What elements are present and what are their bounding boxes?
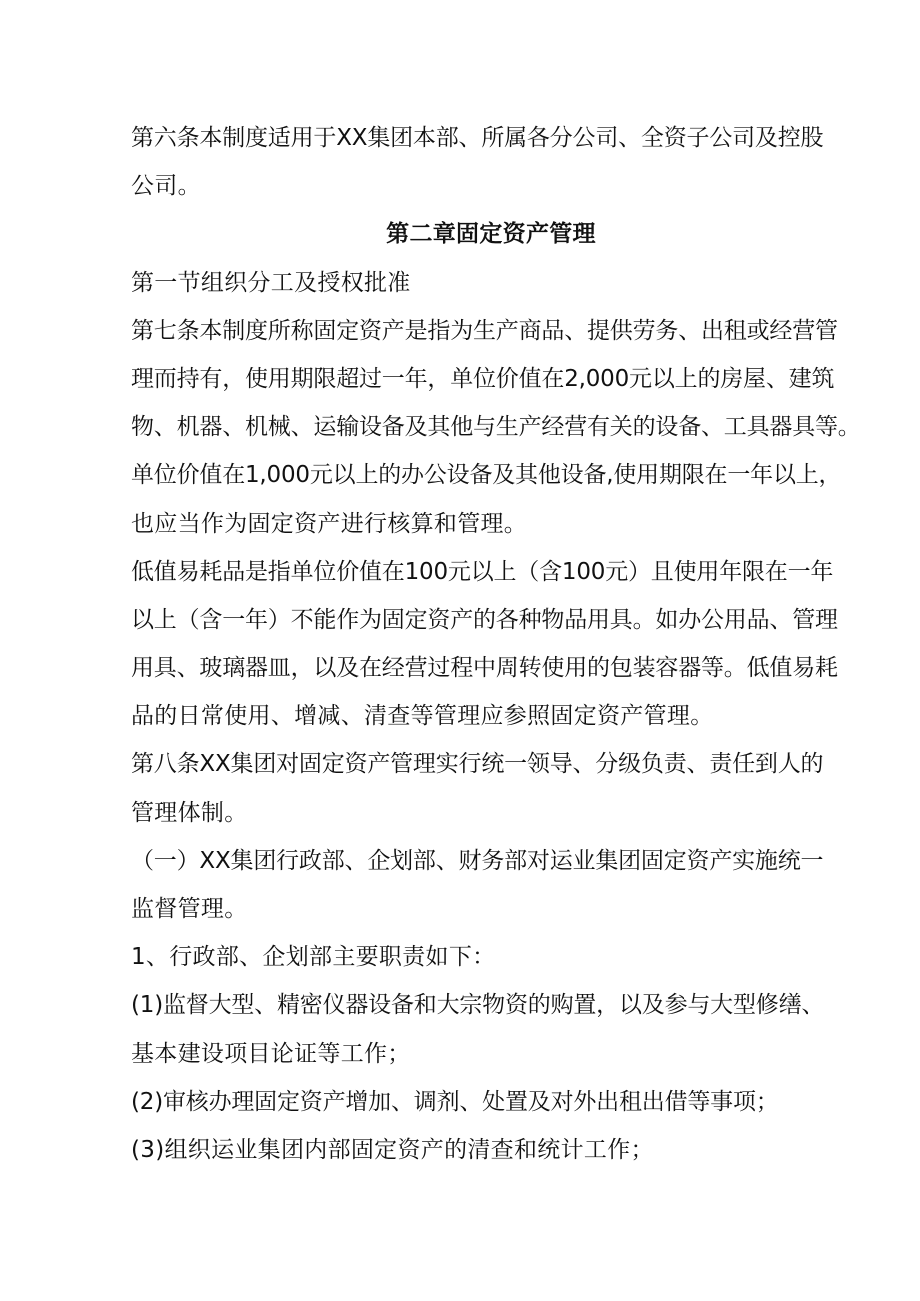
duty-2: (2)审核办理固定资产增加、调剂、处置及对外出租出借等事项；: [131, 1088, 779, 1115]
article-8-line-2: 管理体制。: [131, 799, 248, 826]
duty-1-line-2: 基本建设项目论证等工作；: [131, 1040, 411, 1067]
duty-1-line-1: (1)监督大型、精密仪器设备和大宗物资的购置，以及参与大型修缮、: [131, 992, 825, 1019]
article-8-line-1: 第八条XX集团对固定资产管理实行统一领导、分级负责、责任到人的: [131, 751, 824, 778]
article-7-line-1: 第七条本制度所称固定资产是指为生产商品、提供劳务、出租或经营管: [131, 317, 838, 344]
article-7-line-5: 也应当作为固定资产进行核算和管理。: [131, 510, 528, 537]
article-7-line-3: 物、机器、机械、运输设备及其他与生产经营有关的设备、工具器具等。: [131, 414, 861, 441]
chapter-2-heading: 第二章固定资产管理: [386, 221, 596, 248]
low-value-consumables-line-2: 以上（含一年）不能作为固定资产的各种物品用具。如办公用品、管理: [131, 606, 838, 633]
article-6-line-2: 公司。: [131, 173, 201, 200]
section-1-heading: 第一节组织分工及授权批准: [131, 269, 411, 296]
duties-heading: 1、行政部、企划部主要职责如下：: [131, 944, 496, 971]
article-6-line-1: 第六条本制度适用于XX集团本部、所属各分公司、全资子公司及控股: [131, 125, 824, 151]
low-value-consumables-line-1: 低值易耗品是指单位价值在100元以上（含100元）且使用年限在一年: [131, 558, 834, 585]
article-7-line-2: 理而持有，使用期限超过一年，单位价值在2,000元以上的房屋、建筑: [131, 365, 835, 392]
article-7-line-4: 单位价值在1,000元以上的办公设备及其他设备,使用期限在一年以上，: [131, 462, 842, 489]
document-body: [131, 114, 861, 1174]
low-value-consumables-line-4: 品的日常使用、增减、清查等管理应参照固定资产管理。: [131, 703, 714, 730]
duty-3: (3)组织运业集团内部固定资产的清查和统计工作；: [131, 1136, 654, 1163]
clause-1-line-2: 监督管理。: [131, 896, 248, 922]
clause-1-line-1: （一）XX集团行政部、企划部、财务部对运业集团固定资产实施统一: [131, 847, 824, 874]
low-value-consumables-line-3: 用具、玻璃器皿，以及在经营过程中周转使用的包装容器等。低值易耗: [131, 655, 838, 682]
